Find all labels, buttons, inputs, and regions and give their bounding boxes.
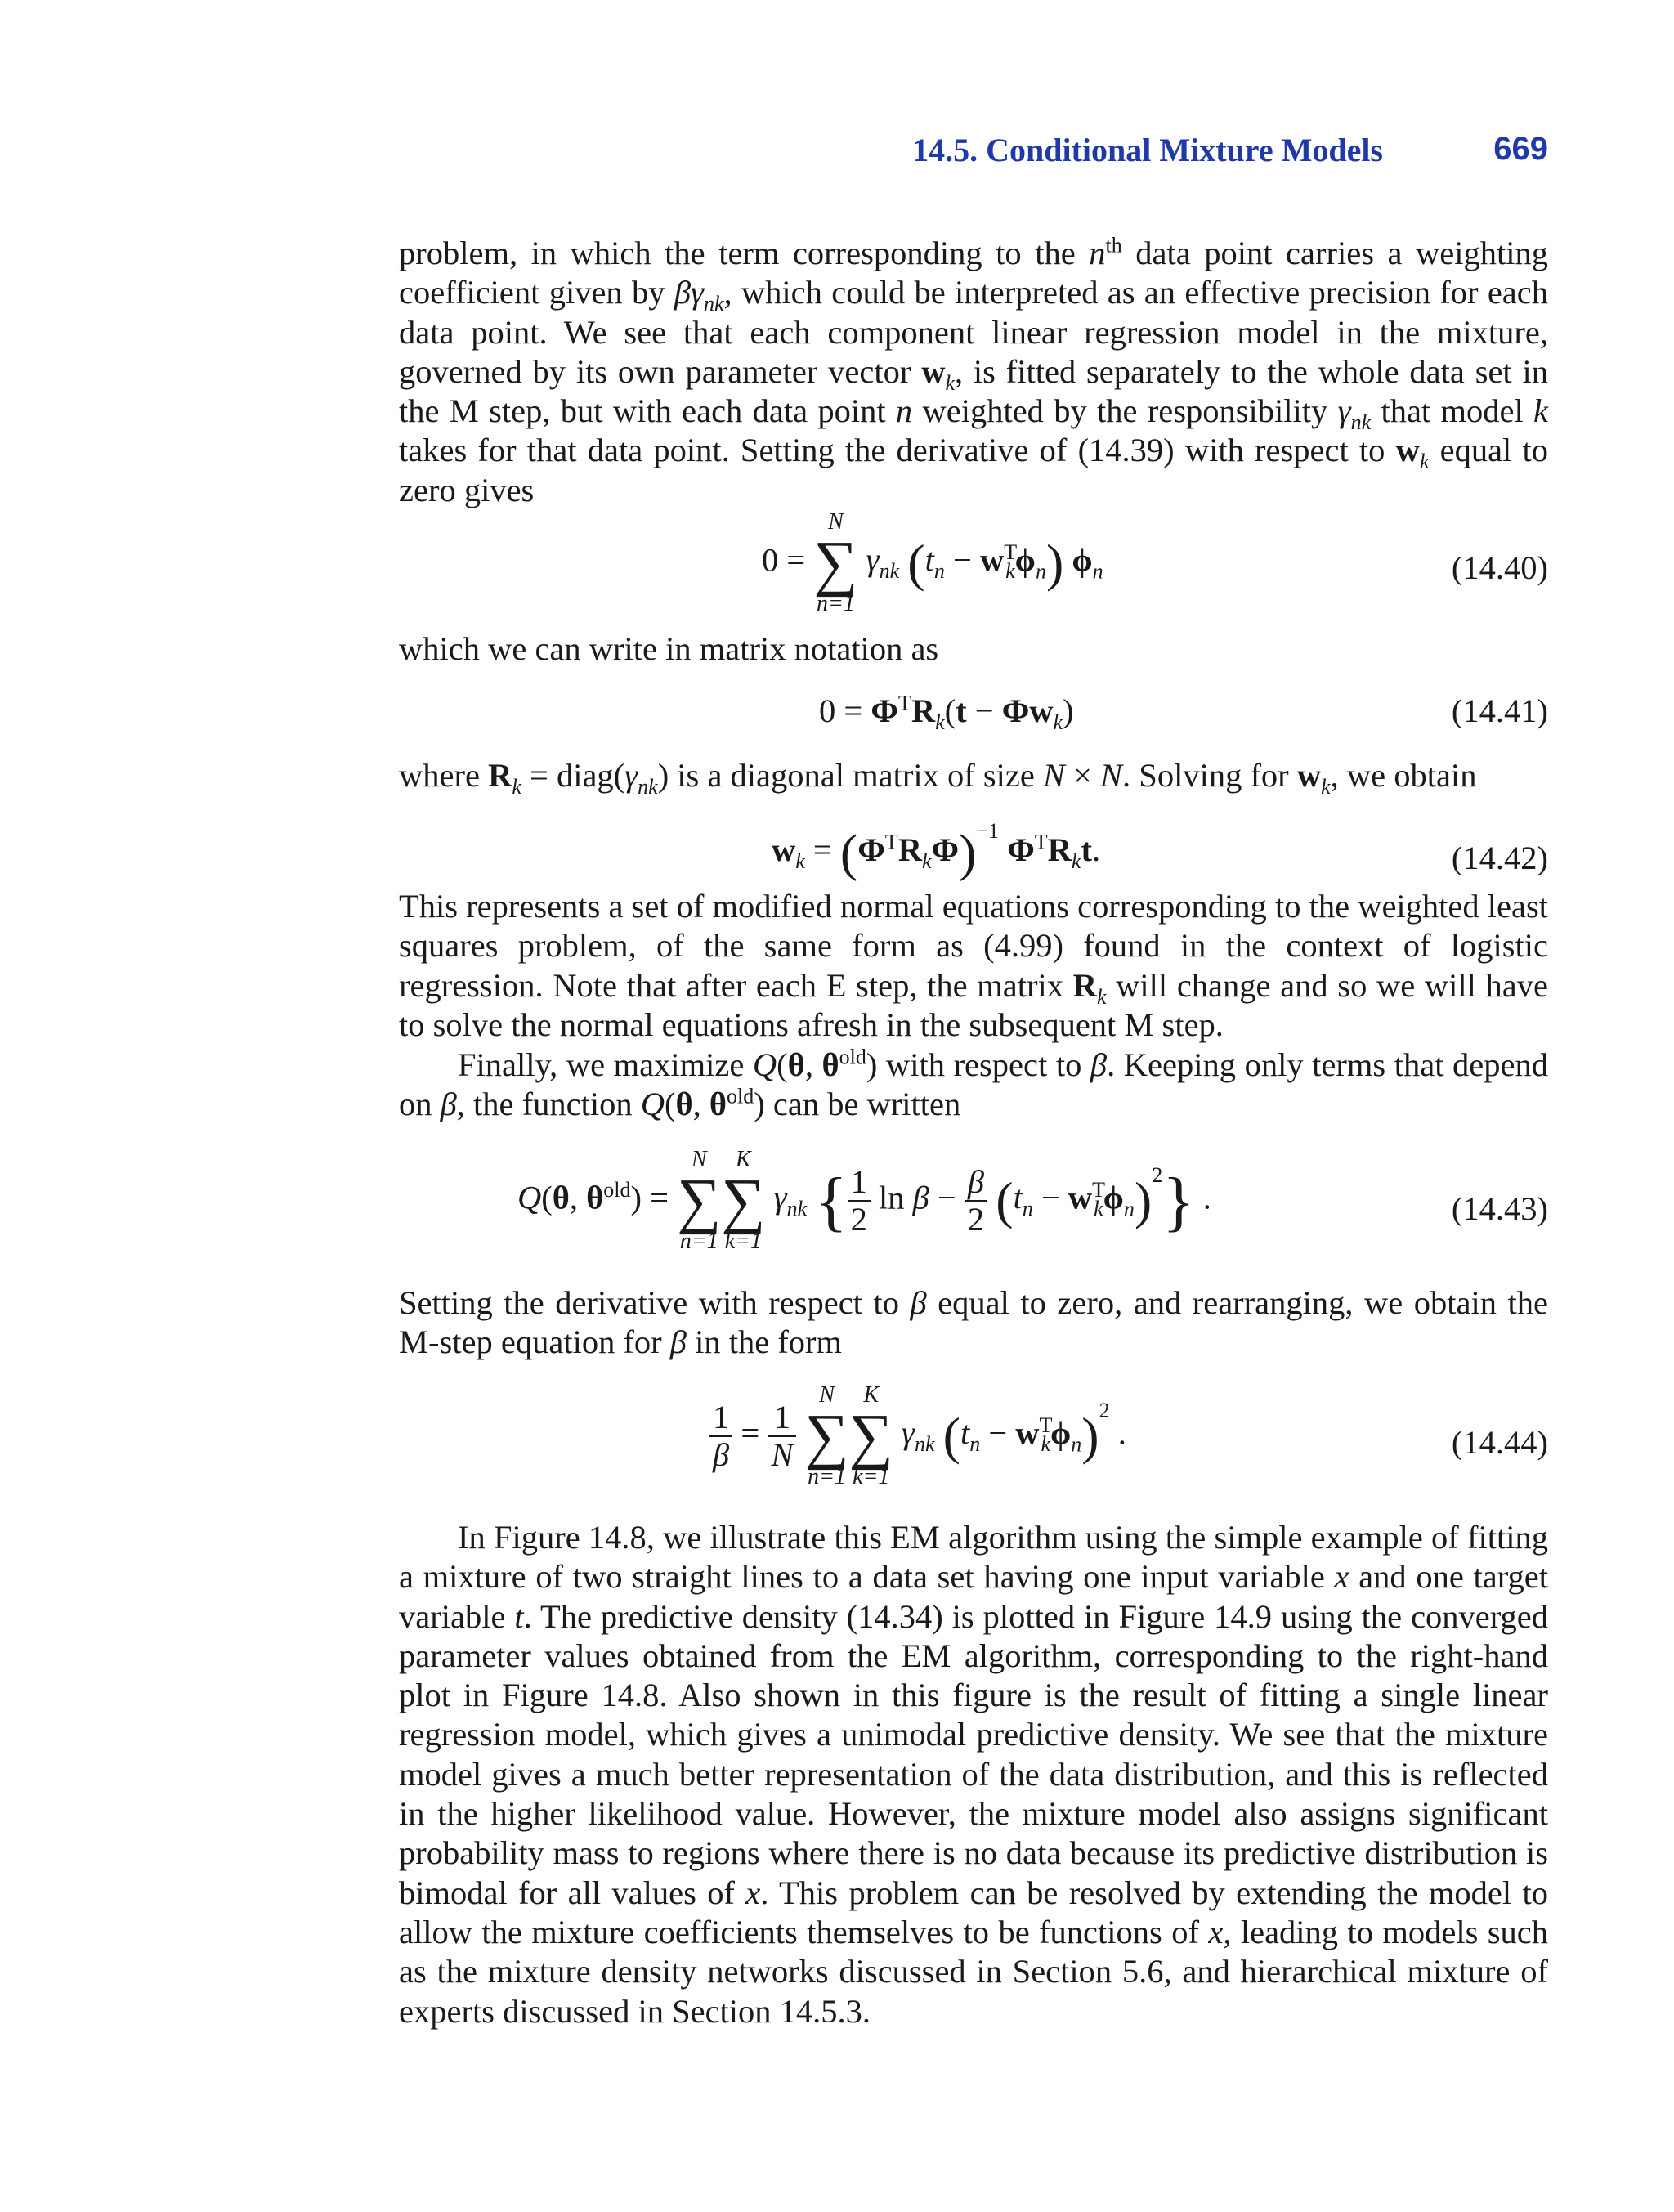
equation-number: (14.44) — [1451, 1424, 1548, 1461]
paragraph-4: This represents a set of modified normal equations corresponding to the weighted least squares problem, of the same form as (4.99) found in the context of logistic regression. Note that after each E step, the matrix $R_k$ will change and so we will have to solve the normal equations afresh in the subsequent M step. — [399, 888, 1548, 1043]
equation-number: (14.42) — [1451, 840, 1548, 876]
equation-14-43: Q(θ, $\theta^{old}$) = N ∑ n=1 K ∑ k=1 $\gamma_{nk}$ { $\frac{1}{2}$ ln β − $\frac{\beta}{2}$ $(t_n - w^T_k\phi_n)^2$} . (14.43) — [517, 1147, 1548, 1255]
page-number: 669 — [1493, 131, 1548, 167]
equation-number: (14.43) — [1451, 1190, 1548, 1227]
equation-number: (14.41) — [1451, 692, 1548, 729]
section-title: 14.5. Conditional Mixture Models — [912, 132, 1383, 168]
paragraph-6: Setting the derivative with respect to β equal to zero, and rearranging, we obtain the M-step equation for β in the form — [399, 1284, 1548, 1361]
running-header — [399, 131, 1548, 180]
paragraph-2: which we can write in matrix notation as — [399, 630, 939, 667]
equation-14-40: 0 = N ∑ n=1 $\gamma_{nk}$ $(t_n - w^T_k\phi_n)$ $\phi_n$ (14.40) — [762, 509, 1548, 617]
equation-14-44: $\frac{1}{\beta}$ = $\frac{1}{N}$ N ∑ n=1 K ∑ k=1 $\gamma_{nk}$ $(t_n - w^T_k\phi_n)^2$ . (14.44) — [399, 1384, 1548, 1507]
equation-14-42: $w_k = (\Phi^TR_k\Phi)^{-1}$ $\Phi^TR_kt$. (14.42) — [772, 818, 1548, 882]
paragraph-3: where $R_k$ = $diag(\gamma_{nk})$ is a diagonal matrix of size N × N. Solving for $w_k$, we obtain — [399, 757, 1477, 799]
paragraph-1: problem, in which the term corresponding to the $n^{th}$ data point carries a weighting coefficient given by $\beta\gamma_{nk}$, which could be interpreted as an effective precision for each data point. We see that each component linear regression model in the mixture, governed by its own parameter vector $w_k$, is fitted separately to the whole data set in the M step, but with each data point n weighted by the responsibility $\gamma_{nk}$ that model k takes for that data point. Setting the derivative of (14.39) with respect to $w_k$ equal to zero gives — [399, 233, 1548, 508]
equation-14-41: $0 = \Phi^TR_k(t - \Phi w_k)$ (14.41) — [819, 691, 1548, 735]
paragraph-5: Finally, we maximize Q(θ, $\theta^{old}$) with respect to β. Keeping only terms that depend on β, the function Q(θ, $\theta^{old}$) can be written — [399, 1045, 1548, 1123]
equation-number: (14.40) — [1451, 549, 1548, 586]
paragraph-7: In Figure 14.8, we illustrate this EM algorithm using the simple example of fitting a mixture of two straight lines to a data set having one input variable x and one target variable t. The predictive density (14.34) is plotted in Figure 14.9 using the converged parameter values obtained from the EM algorithm, corresponding to the right-hand plot in Figure 14.8. Also shown in this figure is the result of fitting a single linear regression model, which gives a unimodal predictive density. We see that the mixture model gives a much better representation of the data distribution, and this is reflected in the higher likelihood value. However, the mixture model also assigns significant probability mass to regions where there is no data because its predictive distribution is bimodal for all values of x. This problem can be resolved by extending the model to allow the mixture coefficients themselves to be functions of x, leading to models such as the mixture density networks discussed in Section 5.6, and hierarchical mixture of experts discussed in Section 14.5.3. — [399, 1519, 1549, 2030]
